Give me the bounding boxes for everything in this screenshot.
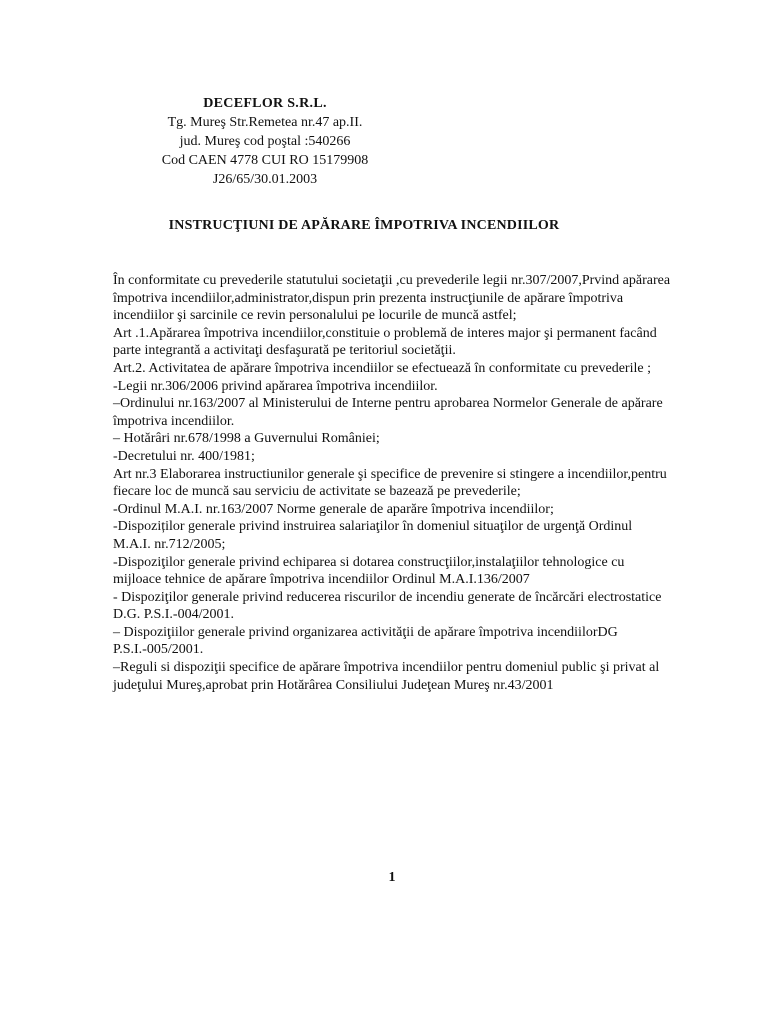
paragraph: -Ordinul M.A.I. nr.163/2007 Norme generale de aparăre împotriva incendiilor;	[113, 501, 554, 517]
paragraph: - Dispoziţilor generale privind reducerea riscurilor de incendiu generate de încărcări electrostatice D.G. P.S.I.-004/2001.	[113, 589, 662, 623]
document-title: INSTRUCŢIUNI DE APĂRARE ÎMPOTRIVA INCENDIILOR	[168, 218, 560, 233]
document-body	[113, 272, 673, 694]
paragraph: -Legii nr.306/2006 privind apărarea împotriva incendiilor.	[113, 378, 438, 394]
page-number: 1	[388, 870, 396, 885]
paragraph: -Decretului nr. 400/1981;	[113, 448, 255, 464]
paragraph: -Dispoziţilor generale privind echiparea si dotarea construcţiilor,instalaţiilor tehnologice cu mijloace tehnice de apărare împotriva incendiilor Ordinul M.A.I.136/2007	[113, 554, 625, 588]
address-line: Tg. Mureş Str.Remetea nr.47 ap.II.	[167, 115, 363, 130]
paragraph: În conformitate cu prevederile statutului societaţii ,cu prevederile legii nr.307/2007,Prvind apărarea împotriva incendiilor,administrator,dispun prin prezenta instrucţiunile de apărare împotriva incendiilor şi sarcinile ce revin personalului pe locurile de muncă astfel;	[113, 273, 671, 324]
paragraph: – Dispoziţiilor generale privind organizarea activităţii de apărare împotriva incendiilorDG P.S.I.-005/2001.	[113, 624, 618, 658]
paragraph: Art nr.3 Elaborarea instructiunilor generale şi specifice de prevenire si stingere a incendiilor,pentru fiecare loc de muncă sau serviciu de activitate se bazează pe prevederile;	[113, 466, 667, 500]
paragraph: –Reguli si dispoziţii specifice de apărare împotriva incendiilor pentru domeniul public şi privat al judeţului Mureş,aprobat prin Hotărârea Consiliului Judeţean Mureş nr.43/2001	[113, 660, 660, 693]
paragraph: Art .1.Apărarea împotriva incendiilor,constituie o problemă de interes major şi permanent facând parte integrantă a activitaţi desfaşurată pe teritoriul societăţii.	[113, 325, 657, 359]
registration-number: J26/65/30.01.2003	[212, 172, 318, 187]
company-name: DECEFLOR S.R.L.	[203, 96, 327, 111]
paragraph: – Hotărâri nr.678/1998 a Guvernului României;	[113, 431, 380, 447]
paragraph: –Ordinului nr.163/2007 al Ministerului de Interne pentru aprobarea Normelor Generale de apărare împotriva incendiilor.	[113, 396, 663, 429]
company-header	[0, 94, 530, 189]
caen-cui-line: Cod CAEN 4778 CUI RO 15179908	[161, 153, 369, 168]
county-postal-line: jud. Mureş cod poştal :540266	[179, 134, 351, 149]
paragraph: -Dispoziților generale privind instruirea salariaţilor în domeniul situaţilor de urgenţă Ordinul M.A.I. nr.712/2005;	[113, 519, 633, 552]
paragraph: Art.2. Activitatea de apărare împotriva incendiilor se efectuează în conformitate cu prevederile ;	[113, 360, 651, 376]
